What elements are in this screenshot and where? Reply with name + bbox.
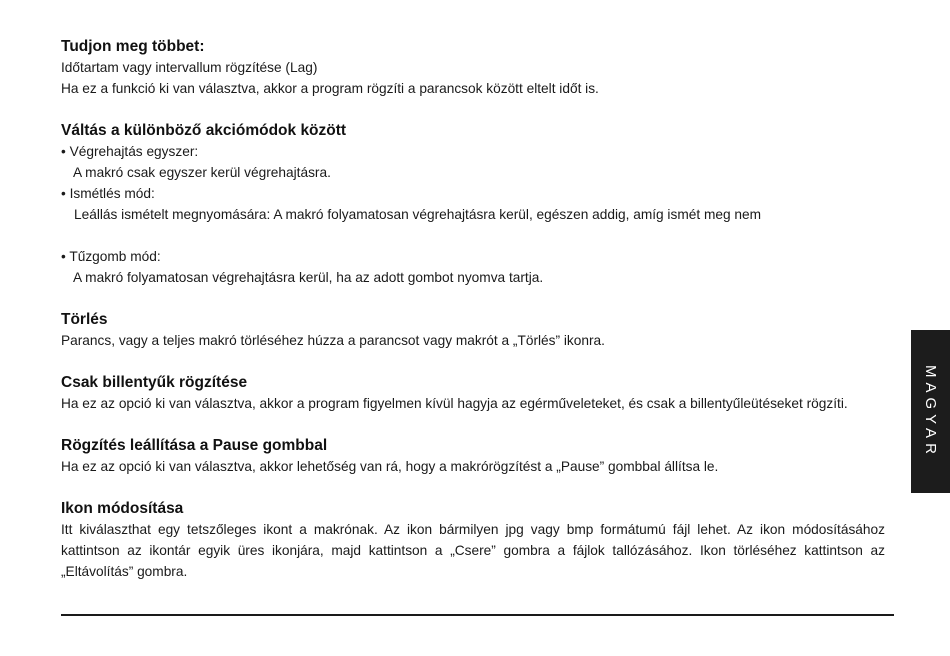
section-keys-only [61,373,885,414]
paragraph-text: Itt kiválaszthat egy tetszőleges ikont a makrónak. Az ikon bármilyen jpg vagy bmp formátumú fájl lehet. Az ikon módosításához kattintson az ikontár egyik üres ikonjára, majd kattintson a „Csere” gombra a fájlok tallózásához. Ikon törléséhez kattintson az „Eltávolítás” gombra. [61,522,885,579]
list-item-label: • Ismétlés mód: [61,186,155,201]
list-item-text: A makró csak egyszer kerül végrehajtásra. [73,165,331,180]
section-learn-more [61,37,885,99]
section-delete [61,310,885,351]
paragraph-line: Parancs, vagy a teljes makró törléséhez húzza a parancsot vagy makrót a „Törlés” ikonra. [61,333,605,348]
section-heading: Rögzítés leállítása a Pause gombbal [61,437,328,454]
section-heading: Tudjon meg többet: [61,38,205,55]
paragraph-line: Ha ez a funkció ki van választva, akkor a program rögzíti a parancsok között eltelt időt is. [61,81,599,96]
bottom-rule [61,614,894,616]
section-action-modes [61,121,885,288]
paragraph-line: Időtartam vagy intervallum rögzítése (Lag) [61,60,318,75]
list-item-label: • Tűzgomb mód: [61,249,161,264]
list-item-text: Leállás ismételt megnyomására: A makró folyamatosan végrehajtásra kerül, egészen addig, amíg ismét meg nem [74,207,761,222]
language-tab-label: MAGYAR [922,364,939,459]
list-item-text: A makró folyamatosan végrehajtásra kerül, ha az adott gombot nyomva tartja. [73,270,544,285]
section-pause [61,436,885,477]
section-heading: Csak billentyűk rögzítése [61,374,248,391]
paragraph-line: Ha ez az opció ki van választva, akkor lehetőség van rá, hogy a makrórögzítést a „Pause” gombbal állítsa le. [61,459,719,474]
paragraph-text: Ha ez az opció ki van választva, akkor a program figyelmen kívül hagyja az egérműveleteket, és csak a billentyűleütéseket rögzíti. [61,396,848,411]
section-heading: Váltás a különböző akciómódok között [61,122,347,139]
section-heading: Ikon módosítása [61,500,184,517]
section-heading: Törlés [61,311,108,328]
language-tab [911,330,950,493]
section-icon [61,499,885,582]
document-body [61,37,885,582]
list-item-label: • Végrehajtás egyszer: [61,144,199,159]
